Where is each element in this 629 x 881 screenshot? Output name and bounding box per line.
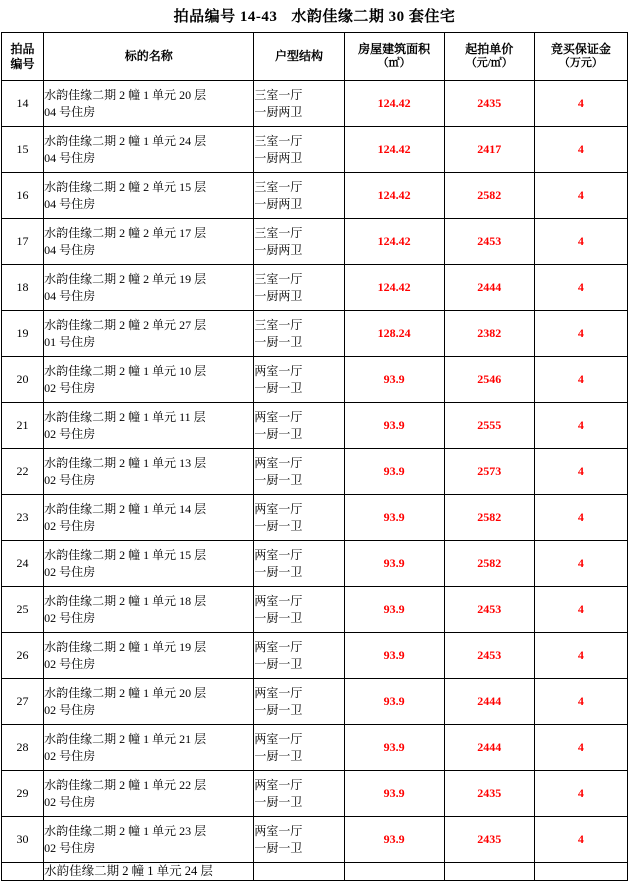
cell-name-line1: 水韵佳缘二期 2 幢 1 单元 20 层 bbox=[44, 88, 207, 103]
cell-name-line1: 水韵佳缘二期 2 幢 1 单元 22 层 bbox=[44, 778, 207, 793]
page-title-prefix: 拍品编号 14-43 bbox=[173, 9, 278, 25]
cell-type bbox=[254, 127, 344, 173]
cell-type-line2: 一厨两卫 bbox=[254, 242, 303, 257]
cell-deposit: 4 bbox=[534, 771, 627, 817]
table-row bbox=[2, 541, 628, 587]
table-row bbox=[2, 633, 628, 679]
table-row bbox=[2, 863, 628, 881]
cell-area: 93.9 bbox=[344, 541, 444, 587]
cell-name-line2: 04 号住房 bbox=[44, 196, 96, 211]
cell-name-line1: 水韵佳缘二期 2 幢 2 单元 17 层 bbox=[44, 226, 207, 241]
cell-name-line2: 02 号住房 bbox=[44, 656, 96, 671]
cell-name bbox=[44, 771, 254, 817]
cell-type-line1: 三室一厅 bbox=[254, 226, 303, 241]
cell-type-line1: 两室一厅 bbox=[254, 364, 303, 379]
cell-deposit: 4 bbox=[534, 817, 627, 863]
cell-id: 25 bbox=[2, 587, 44, 633]
cell-area: 93.9 bbox=[344, 725, 444, 771]
cell-area: 93.9 bbox=[344, 817, 444, 863]
cell-type bbox=[254, 725, 344, 771]
table-row bbox=[2, 357, 628, 403]
cell-type-line1: 两室一厅 bbox=[254, 502, 303, 517]
table-row bbox=[2, 173, 628, 219]
table-row bbox=[2, 679, 628, 725]
cell-type bbox=[254, 173, 344, 219]
cell-price: 2546 bbox=[444, 357, 534, 403]
cell-type-line1: 三室一厅 bbox=[254, 272, 303, 287]
cell-name bbox=[44, 219, 254, 265]
cell-id: 29 bbox=[2, 771, 44, 817]
cell-id: 19 bbox=[2, 311, 44, 357]
column-header-type: 户型结构 bbox=[254, 33, 344, 81]
column-header-area-label: 房屋建筑面积 bbox=[358, 42, 431, 57]
cell-area: 93.9 bbox=[344, 587, 444, 633]
cell-type-line2: 一厨两卫 bbox=[254, 150, 303, 165]
table-row bbox=[2, 771, 628, 817]
cell-name-line2: 02 号住房 bbox=[44, 518, 96, 533]
cell-deposit: 4 bbox=[534, 173, 627, 219]
column-header-name: 标的名称 bbox=[44, 33, 254, 81]
cell-name-line2: 02 号住房 bbox=[44, 840, 96, 855]
cell-id: 15 bbox=[2, 127, 44, 173]
column-header-price-unit: （元/㎡） bbox=[465, 57, 513, 70]
table-row bbox=[2, 495, 628, 541]
cell-price: 2582 bbox=[444, 173, 534, 219]
cell-id: 18 bbox=[2, 265, 44, 311]
auction-table bbox=[1, 32, 628, 881]
cell-name-line2: 02 号住房 bbox=[44, 610, 96, 625]
column-header-id bbox=[2, 33, 44, 81]
cell-area: 124.42 bbox=[344, 265, 444, 311]
cell-area: 93.9 bbox=[344, 357, 444, 403]
cell-name-line2: 02 号住房 bbox=[44, 564, 96, 579]
cell-area: 124.42 bbox=[344, 219, 444, 265]
cell-type bbox=[254, 265, 344, 311]
cell-type bbox=[254, 679, 344, 725]
cell-type bbox=[254, 863, 344, 881]
cell-name bbox=[44, 449, 254, 495]
cell-name-line2: 02 号住房 bbox=[44, 380, 96, 395]
cell-type-line2: 一厨一卫 bbox=[254, 564, 303, 579]
cell-type-line1: 两室一厅 bbox=[254, 456, 303, 471]
column-header-deposit bbox=[534, 33, 627, 81]
cell-deposit: 4 bbox=[534, 679, 627, 725]
column-header-price-label: 起拍单价 bbox=[465, 42, 514, 57]
cell-deposit: 4 bbox=[534, 403, 627, 449]
cell-area: 93.9 bbox=[344, 449, 444, 495]
cell-type bbox=[254, 541, 344, 587]
cell-price bbox=[444, 863, 534, 881]
table-row bbox=[2, 403, 628, 449]
cell-area: 124.42 bbox=[344, 173, 444, 219]
page-title-main: 水韵佳缘二期 30 套住宅 bbox=[291, 9, 456, 25]
cell-name-line1: 水韵佳缘二期 2 幢 1 单元 10 层 bbox=[44, 364, 207, 379]
cell-type-line1: 三室一厅 bbox=[254, 134, 303, 149]
cell-name bbox=[44, 173, 254, 219]
cell-deposit: 4 bbox=[534, 587, 627, 633]
cell-id: 16 bbox=[2, 173, 44, 219]
cell-price: 2555 bbox=[444, 403, 534, 449]
table-row bbox=[2, 127, 628, 173]
cell-name-line1: 水韵佳缘二期 2 幢 1 单元 24 层 bbox=[44, 864, 213, 878]
cell-name bbox=[44, 817, 254, 863]
page-title bbox=[0, 0, 629, 32]
cell-deposit: 4 bbox=[534, 219, 627, 265]
cell-type-line1: 三室一厅 bbox=[254, 318, 303, 333]
cell-deposit: 4 bbox=[534, 725, 627, 771]
cell-price: 2453 bbox=[444, 633, 534, 679]
cell-id: 14 bbox=[2, 81, 44, 127]
cell-type-line2: 一厨一卫 bbox=[254, 426, 303, 441]
cell-name bbox=[44, 633, 254, 679]
cell-name bbox=[44, 541, 254, 587]
cell-deposit: 4 bbox=[534, 633, 627, 679]
cell-name bbox=[44, 495, 254, 541]
cell-name-line2: 01 号住房 bbox=[44, 334, 96, 349]
cell-name bbox=[44, 265, 254, 311]
cell-area: 128.24 bbox=[344, 311, 444, 357]
cell-deposit: 4 bbox=[534, 127, 627, 173]
column-header-id-line2: 编号 bbox=[10, 56, 35, 71]
cell-name bbox=[44, 127, 254, 173]
column-header-id-line1: 拍品 bbox=[10, 41, 35, 56]
cell-name-line2: 02 号住房 bbox=[44, 702, 96, 717]
cell-name bbox=[44, 587, 254, 633]
cell-area: 93.9 bbox=[344, 403, 444, 449]
cell-type-line1: 两室一厅 bbox=[254, 548, 303, 563]
cell-price: 2582 bbox=[444, 541, 534, 587]
column-header-deposit-label: 竞买保证金 bbox=[550, 42, 611, 57]
cell-type-line2: 一厨一卫 bbox=[254, 334, 303, 349]
cell-type-line2: 一厨一卫 bbox=[254, 702, 303, 717]
cell-type-line1: 两室一厅 bbox=[254, 410, 303, 425]
cell-type bbox=[254, 771, 344, 817]
cell-price: 2382 bbox=[444, 311, 534, 357]
cell-name bbox=[44, 863, 254, 881]
cell-name bbox=[44, 679, 254, 725]
cell-type-line2: 一厨一卫 bbox=[254, 794, 303, 809]
cell-deposit: 4 bbox=[534, 311, 627, 357]
cell-name-line2: 02 号住房 bbox=[44, 426, 96, 441]
cell-price: 2435 bbox=[444, 771, 534, 817]
cell-type-line2: 一厨一卫 bbox=[254, 472, 303, 487]
cell-type bbox=[254, 449, 344, 495]
cell-deposit: 4 bbox=[534, 541, 627, 587]
cell-type-line2: 一厨两卫 bbox=[254, 104, 303, 119]
cell-name-line1: 水韵佳缘二期 2 幢 1 单元 15 层 bbox=[44, 548, 207, 563]
cell-name bbox=[44, 81, 254, 127]
cell-type-line1: 三室一厅 bbox=[254, 88, 303, 103]
cell-area: 93.9 bbox=[344, 633, 444, 679]
cell-name bbox=[44, 403, 254, 449]
table-row bbox=[2, 449, 628, 495]
cell-area: 124.42 bbox=[344, 81, 444, 127]
column-header-price bbox=[444, 33, 534, 81]
cell-area bbox=[344, 863, 444, 881]
cell-deposit: 4 bbox=[534, 357, 627, 403]
cell-name bbox=[44, 725, 254, 771]
cell-area: 124.42 bbox=[344, 127, 444, 173]
cell-id: 24 bbox=[2, 541, 44, 587]
cell-deposit bbox=[534, 863, 627, 881]
cell-price: 2435 bbox=[444, 81, 534, 127]
cell-type-line2: 一厨一卫 bbox=[254, 840, 303, 855]
cell-id bbox=[2, 863, 44, 881]
cell-price: 2435 bbox=[444, 817, 534, 863]
cell-type-line2: 一厨一卫 bbox=[254, 656, 303, 671]
column-header-area bbox=[344, 33, 444, 81]
cell-price: 2582 bbox=[444, 495, 534, 541]
cell-type-line2: 一厨两卫 bbox=[254, 288, 303, 303]
cell-price: 2444 bbox=[444, 679, 534, 725]
cell-type bbox=[254, 587, 344, 633]
cell-deposit: 4 bbox=[534, 81, 627, 127]
column-header-deposit-unit: （万元） bbox=[558, 57, 603, 70]
table-row bbox=[2, 725, 628, 771]
cell-deposit: 4 bbox=[534, 449, 627, 495]
cell-price: 2444 bbox=[444, 265, 534, 311]
cell-name bbox=[44, 311, 254, 357]
cell-type-line1: 两室一厅 bbox=[254, 732, 303, 747]
cell-price: 2453 bbox=[444, 587, 534, 633]
cell-type-line1: 三室一厅 bbox=[254, 180, 303, 195]
cell-price: 2573 bbox=[444, 449, 534, 495]
cell-area: 93.9 bbox=[344, 771, 444, 817]
cell-type-line2: 一厨两卫 bbox=[254, 196, 303, 211]
cell-type bbox=[254, 403, 344, 449]
cell-id: 17 bbox=[2, 219, 44, 265]
cell-id: 28 bbox=[2, 725, 44, 771]
cell-type-line2: 一厨一卫 bbox=[254, 380, 303, 395]
cell-type bbox=[254, 81, 344, 127]
table-header bbox=[2, 33, 628, 81]
cell-name-line1: 水韵佳缘二期 2 幢 1 单元 20 层 bbox=[44, 686, 207, 701]
cell-name-line1: 水韵佳缘二期 2 幢 1 单元 19 层 bbox=[44, 640, 207, 655]
cell-name-line1: 水韵佳缘二期 2 幢 1 单元 23 层 bbox=[44, 824, 207, 839]
cell-area: 93.9 bbox=[344, 495, 444, 541]
cell-type bbox=[254, 633, 344, 679]
cell-id: 22 bbox=[2, 449, 44, 495]
cell-name-line2: 04 号住房 bbox=[44, 150, 96, 165]
cell-id: 23 bbox=[2, 495, 44, 541]
cell-price: 2444 bbox=[444, 725, 534, 771]
cell-name-line1: 水韵佳缘二期 2 幢 2 单元 19 层 bbox=[44, 272, 207, 287]
cell-name-line1: 水韵佳缘二期 2 幢 1 单元 18 层 bbox=[44, 594, 207, 609]
cell-name-line1: 水韵佳缘二期 2 幢 1 单元 24 层 bbox=[44, 134, 207, 149]
cell-type bbox=[254, 219, 344, 265]
table-row bbox=[2, 311, 628, 357]
cell-type-line2: 一厨一卫 bbox=[254, 518, 303, 533]
cell-price: 2453 bbox=[444, 219, 534, 265]
cell-type-line1: 两室一厅 bbox=[254, 594, 303, 609]
cell-name-line2: 02 号住房 bbox=[44, 748, 96, 763]
cell-name-line1: 水韵佳缘二期 2 幢 1 单元 13 层 bbox=[44, 456, 207, 471]
table-row bbox=[2, 587, 628, 633]
cell-deposit: 4 bbox=[534, 495, 627, 541]
cell-id: 20 bbox=[2, 357, 44, 403]
cell-name-line2: 04 号住房 bbox=[44, 242, 96, 257]
cell-name-line1: 水韵佳缘二期 2 幢 1 单元 21 层 bbox=[44, 732, 207, 747]
table-row bbox=[2, 817, 628, 863]
cell-name-line2: 02 号住房 bbox=[44, 472, 96, 487]
cell-id: 21 bbox=[2, 403, 44, 449]
cell-id: 27 bbox=[2, 679, 44, 725]
cell-name-line2: 04 号住房 bbox=[44, 104, 96, 119]
column-header-area-unit: （㎡） bbox=[377, 57, 411, 70]
cell-name-line2: 02 号住房 bbox=[44, 794, 96, 809]
cell-type-line1: 两室一厅 bbox=[254, 778, 303, 793]
cell-name-line1: 水韵佳缘二期 2 幢 2 单元 15 层 bbox=[44, 180, 207, 195]
cell-name-line1: 水韵佳缘二期 2 幢 1 单元 14 层 bbox=[44, 502, 207, 517]
table-body bbox=[2, 81, 628, 881]
cell-name-line1: 水韵佳缘二期 2 幢 2 单元 27 层 bbox=[44, 318, 207, 333]
cell-type-line2: 一厨一卫 bbox=[254, 748, 303, 763]
cell-type bbox=[254, 357, 344, 403]
cell-type-line1: 两室一厅 bbox=[254, 640, 303, 655]
table-row bbox=[2, 265, 628, 311]
cell-type-line1: 两室一厅 bbox=[254, 824, 303, 839]
cell-name-line1: 水韵佳缘二期 2 幢 1 单元 11 层 bbox=[44, 410, 206, 425]
cell-deposit: 4 bbox=[534, 265, 627, 311]
table-row bbox=[2, 219, 628, 265]
cell-id: 26 bbox=[2, 633, 44, 679]
table-row bbox=[2, 81, 628, 127]
cell-name bbox=[44, 357, 254, 403]
cell-type bbox=[254, 311, 344, 357]
cell-type bbox=[254, 495, 344, 541]
cell-id: 30 bbox=[2, 817, 44, 863]
cell-type-line2: 一厨一卫 bbox=[254, 610, 303, 625]
cell-type-line1: 两室一厅 bbox=[254, 686, 303, 701]
cell-name-line2: 04 号住房 bbox=[44, 288, 96, 303]
cell-area: 93.9 bbox=[344, 679, 444, 725]
cell-price: 2417 bbox=[444, 127, 534, 173]
cell-type bbox=[254, 817, 344, 863]
